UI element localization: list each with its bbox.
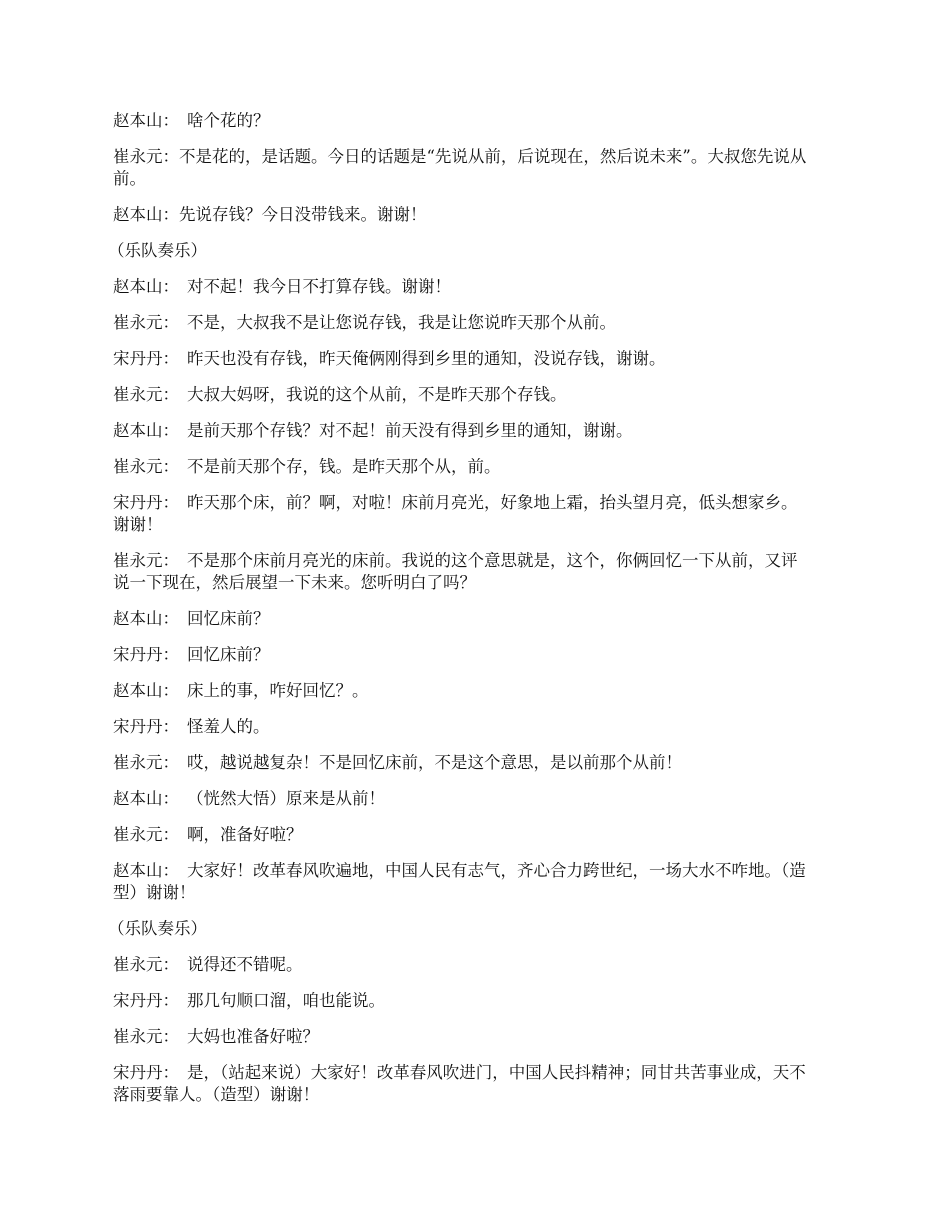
speaker-name: 宋丹丹： (113, 349, 179, 368)
dialogue-text: 床上的事，咋好回忆？。 (187, 681, 369, 700)
dialogue-line (113, 680, 810, 702)
speaker-name: 赵本山： (113, 111, 179, 130)
dialogue-line (113, 420, 810, 442)
speaker-name: 宋丹丹： (113, 1063, 179, 1082)
speaker-name: 赵本山： (113, 277, 179, 296)
dialogue-line (113, 204, 810, 226)
dialogue-line (113, 146, 810, 190)
speaker-name: 崔永元： (113, 313, 179, 332)
dialogue-line (113, 644, 810, 666)
dialogue-text: 大家好！改革春风吹遍地，中国人民有志气，齐心合力跨世纪，一场大水不咋地。（造型）谢谢！ (113, 861, 806, 902)
stage-text: （乐队奏乐） (108, 241, 207, 260)
stage-direction (108, 240, 810, 262)
speaker-name: 赵本山： (113, 205, 179, 224)
stage-text: （乐队奏乐） (108, 919, 207, 938)
dialogue-text: 大叔大妈呀，我说的这个从前，不是昨天那个存钱。 (187, 385, 567, 404)
speaker-name: 宋丹丹： (113, 645, 179, 664)
dialogue-line (113, 492, 810, 536)
speaker-name: 赵本山： (113, 861, 179, 880)
dialogue-line (113, 348, 810, 370)
dialogue-text: 回忆床前？ (187, 609, 270, 628)
speaker-name: 崔永元： (113, 1027, 179, 1046)
dialogue-text: 哎，越说越复杂！不是回忆床前，不是这个意思，是以前那个从前！ (187, 753, 682, 772)
dialogue-line (113, 608, 810, 630)
dialogue-text: 不是前天那个存，钱。是昨天那个从，前。 (187, 457, 501, 476)
dialogue-text: 昨天也没有存钱，昨天俺俩刚得到乡里的通知，没说存钱，谢谢。 (187, 349, 666, 368)
dialogue-text: 先说存钱？今日没带钱来。谢谢！ (179, 205, 427, 224)
dialogue-text: （恍然大悟）原来是从前！ (187, 789, 385, 808)
dialogue-text: 怪羞人的。 (187, 717, 270, 736)
speaker-name: 宋丹丹： (113, 493, 179, 512)
dialogue-line (113, 276, 810, 298)
dialogue-text: 是，（站起来说）大家好！改革春风吹进门，中国人民抖精神；同甘共苦事业成，天不落雨要靠人。（造型）谢谢！ (113, 1063, 806, 1104)
dialogue-line (113, 752, 810, 774)
dialogue-text: 是前天那个存钱？对不起！前天没有得到乡里的通知，谢谢。 (187, 421, 633, 440)
dialogue-text: 那几句顺口溜，咱也能说。 (187, 991, 385, 1010)
dialogue-line (113, 550, 810, 594)
speaker-name: 赵本山： (113, 681, 179, 700)
speaker-name: 赵本山： (113, 609, 179, 628)
speaker-name: 赵本山： (113, 421, 179, 440)
dialogue-line (113, 456, 810, 478)
speaker-name: 崔永元： (113, 753, 179, 772)
speaker-name: 崔永元： (113, 955, 179, 974)
dialogue-text: 不是，大叔我不是让您说存钱，我是让您说昨天那个从前。 (187, 313, 616, 332)
dialogue-text: 啥个花的？ (187, 111, 270, 130)
speaker-name: 崔永元： (113, 457, 179, 476)
dialogue-line (113, 1062, 810, 1106)
speaker-name: 崔永元： (113, 147, 179, 166)
speaker-name: 宋丹丹： (113, 717, 179, 736)
speaker-name: 崔永元： (113, 825, 179, 844)
dialogue-line (113, 860, 810, 904)
dialogue-text: 啊，准备好啦？ (187, 825, 303, 844)
dialogue-line (113, 1026, 810, 1048)
dialogue-line (113, 954, 810, 976)
dialogue-text: 不是花的，是话题。今日的话题是“先说从前，后说现在，然后说未来”。大叔您先说从前。 (113, 147, 807, 188)
dialogue-text: 对不起！我今日不打算存钱。谢谢！ (187, 277, 451, 296)
dialogue-line (113, 716, 810, 738)
speaker-name: 赵本山： (113, 789, 179, 808)
dialogue-line (113, 824, 810, 846)
dialogue-line (113, 312, 810, 334)
dialogue-text: 大妈也准备好啦？ (187, 1027, 319, 1046)
speaker-name: 宋丹丹： (113, 991, 179, 1010)
dialogue-text: 不是那个床前月亮光的床前。我说的这个意思就是，这个，你俩回忆一下从前，又评说一下现在，然后展望一下未来。您听明白了吗？ (113, 551, 798, 592)
dialogue-line (113, 788, 810, 810)
speaker-name: 崔永元： (113, 385, 179, 404)
dialogue-text: 昨天那个床，前？啊，对啦！床前月亮光，好象地上霜，抬头望月亮，低头想家乡。谢谢！ (113, 493, 798, 534)
dialogue-text: 回忆床前？ (187, 645, 270, 664)
dialogue-line (113, 990, 810, 1012)
dialogue-line (113, 384, 810, 406)
dialogue-text: 说得还不错呢。 (187, 955, 303, 974)
dialogue-line (113, 110, 810, 132)
speaker-name: 崔永元： (113, 551, 179, 570)
stage-direction (108, 918, 810, 940)
